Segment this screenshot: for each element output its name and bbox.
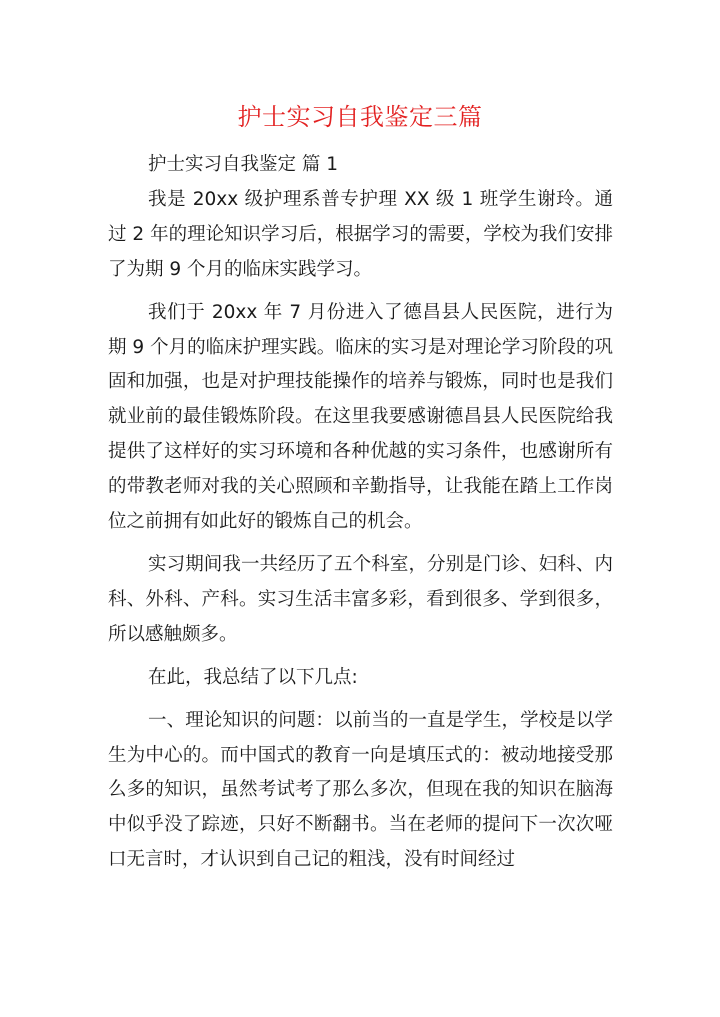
document-title: 护士实习自我鉴定三篇: [237, 103, 483, 131]
paragraph-intro: 我是 20xx 级护理系普专护理 XX 级 1 班学生谢玲。通过 2 年的理论知识学习后，根据学习的需要，学校为我们安排了为期 9 个月的临床实践学习。: [108, 188, 613, 280]
document-body: [108, 148, 613, 878]
section-heading: 护士实习自我鉴定 篇 1: [148, 154, 339, 175]
paragraph-hospital: 我们于 20xx 年 7 月份进入了德昌县人民医院，进行为期 9 个月的临床护理实践。临床的实习是对理论学习阶段的巩固和加强，也是对护理技能操作的培养与锻炼，同时也是我们就业前的最佳锻炼阶段。在这里我要感谢德昌县人民医院给我提供了这样好的实习环境和各种优越的实习条件，也感谢所有的带教老师对我的关心照顾和辛勤指导，让我能在踏上工作岗位之前拥有如此好的锻炼自己的机会。: [108, 301, 613, 533]
paragraph-point-one: 一、理论知识的问题：以前当的一直是学生，学校是以学生为中心的。而中国式的教育一向是填压式的：被动地接受那么多的知识，虽然考试考了那么多次，但现在我的知识在脑海中似乎没了踪迹，只好不断翻书。当在老师的提问下一次次哑口无言时，才认识到自己记的粗浅，没有时间经过: [108, 709, 613, 871]
paragraph-summary-lead: 在此，我总结了以下几点:: [148, 666, 358, 688]
paragraph-departments: 实习期间我一共经历了五个科室，分别是门诊、妇科、内科、外科、产科。实习生活丰富多彩，看到很多、学到很多，所以感触颇多。: [108, 553, 613, 645]
